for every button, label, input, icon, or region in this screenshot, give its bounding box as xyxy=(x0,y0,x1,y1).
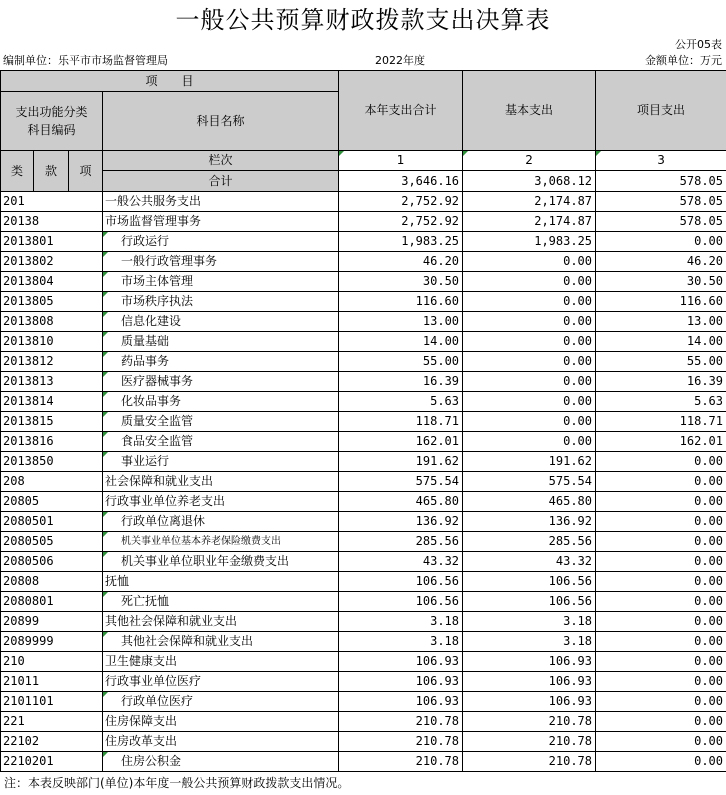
row-total: 106.56 xyxy=(339,592,463,612)
row-total: 106.93 xyxy=(339,652,463,672)
row-code: 201 xyxy=(1,192,103,212)
row-total: 30.50 xyxy=(339,272,463,292)
row-subject-name: 行政单位医疗 xyxy=(103,692,339,712)
row-code: 2013804 xyxy=(1,272,103,292)
row-project: 162.01 xyxy=(596,432,726,452)
row-project: 30.50 xyxy=(596,272,726,292)
row-project: 13.00 xyxy=(596,312,726,332)
row-code: 20899 xyxy=(1,612,103,632)
row-subject-name: 市场秩序执法 xyxy=(103,292,339,312)
header-project: 项目支出 xyxy=(596,71,726,151)
row-basic: 136.92 xyxy=(463,512,596,532)
row-project: 116.60 xyxy=(596,292,726,312)
row-project: 0.00 xyxy=(596,512,726,532)
row-project: 0.00 xyxy=(596,492,726,512)
form-number: 公开05表 xyxy=(675,38,722,51)
header-kuan: 款 xyxy=(34,151,69,192)
row-total: 118.71 xyxy=(339,412,463,432)
table-row xyxy=(1,632,726,652)
col-3-cell xyxy=(596,151,726,192)
row-total: 46.20 xyxy=(339,252,463,272)
table-row xyxy=(1,612,726,632)
row-project: 0.00 xyxy=(596,672,726,692)
row-total: 106.93 xyxy=(339,672,463,692)
row-total: 2,752.92 xyxy=(339,192,463,212)
col-1-cell xyxy=(339,151,463,192)
row-project: 0.00 xyxy=(596,472,726,492)
row-subject-name: 药品事务 xyxy=(103,352,339,372)
row-code: 2013814 xyxy=(1,392,103,412)
row-subject-name: 事业运行 xyxy=(103,452,339,472)
row-basic: 106.93 xyxy=(463,652,596,672)
row-code: 2080506 xyxy=(1,552,103,572)
row-total: 191.62 xyxy=(339,452,463,472)
table-row xyxy=(1,732,726,752)
row-subject-name: 信息化建设 xyxy=(103,312,339,332)
row-subject-name: 一般行政管理事务 xyxy=(103,252,339,272)
row-total: 1,983.25 xyxy=(339,232,463,252)
row-subject-name: 抚恤 xyxy=(103,572,339,592)
row-basic: 191.62 xyxy=(463,452,596,472)
col-2-cell xyxy=(463,151,596,192)
table-row xyxy=(1,712,726,732)
table-row xyxy=(1,312,726,332)
row-code: 221 xyxy=(1,712,103,732)
header-col-label-cell xyxy=(103,151,339,192)
row-project: 118.71 xyxy=(596,412,726,432)
row-total: 162.01 xyxy=(339,432,463,452)
report-year: 2022年度 xyxy=(375,54,425,67)
row-total: 55.00 xyxy=(339,352,463,372)
row-code: 2080505 xyxy=(1,532,103,552)
table-row xyxy=(1,452,726,472)
row-code: 210 xyxy=(1,652,103,672)
table-row xyxy=(1,192,726,212)
row-total: 13.00 xyxy=(339,312,463,332)
table-row xyxy=(1,752,726,772)
row-project: 0.00 xyxy=(596,692,726,712)
row-code: 2013805 xyxy=(1,292,103,312)
row-basic: 0.00 xyxy=(463,292,596,312)
row-subject-name: 医疗器械事务 xyxy=(103,372,339,392)
table-row xyxy=(1,592,726,612)
row-basic: 106.56 xyxy=(463,572,596,592)
row-basic: 0.00 xyxy=(463,372,596,392)
row-subject-name: 质量基础 xyxy=(103,332,339,352)
header-item: 项 目 xyxy=(1,71,339,92)
row-project: 55.00 xyxy=(596,352,726,372)
row-project: 0.00 xyxy=(596,732,726,752)
table-row xyxy=(1,572,726,592)
table-row xyxy=(1,492,726,512)
header-lei: 类 xyxy=(1,151,34,192)
table-row xyxy=(1,352,726,372)
row-basic: 3.18 xyxy=(463,612,596,632)
row-project: 46.20 xyxy=(596,252,726,272)
row-basic: 210.78 xyxy=(463,712,596,732)
row-subject-name: 行政事业单位医疗 xyxy=(103,672,339,692)
table-row xyxy=(1,412,726,432)
row-code: 2013810 xyxy=(1,332,103,352)
row-basic: 465.80 xyxy=(463,492,596,512)
row-basic: 2,174.87 xyxy=(463,192,596,212)
header-basic: 基本支出 xyxy=(463,71,596,151)
table-row xyxy=(1,432,726,452)
row-total: 14.00 xyxy=(339,332,463,352)
row-code: 2013808 xyxy=(1,312,103,332)
header-xiang: 项 xyxy=(69,151,103,192)
table-row xyxy=(1,272,726,292)
row-project: 14.00 xyxy=(596,332,726,352)
row-basic: 106.56 xyxy=(463,592,596,612)
row-project: 0.00 xyxy=(596,572,726,592)
row-code: 2101101 xyxy=(1,692,103,712)
row-basic: 0.00 xyxy=(463,252,596,272)
row-basic: 3.18 xyxy=(463,632,596,652)
row-total: 16.39 xyxy=(339,372,463,392)
row-total: 285.56 xyxy=(339,532,463,552)
row-code: 208 xyxy=(1,472,103,492)
row-total: 3.18 xyxy=(339,612,463,632)
row-project: 0.00 xyxy=(596,752,726,772)
table-row xyxy=(1,512,726,532)
row-subject-name: 机关事业单位职业年金缴费支出 xyxy=(103,552,339,572)
row-subject-name: 住房改革支出 xyxy=(103,732,339,752)
row-project: 0.00 xyxy=(596,612,726,632)
row-subject-name: 住房保障支出 xyxy=(103,712,339,732)
row-total: 575.54 xyxy=(339,472,463,492)
table-row xyxy=(1,392,726,412)
row-total: 210.78 xyxy=(339,752,463,772)
row-project: 0.00 xyxy=(596,652,726,672)
row-basic: 0.00 xyxy=(463,392,596,412)
table-row xyxy=(1,692,726,712)
row-project: 0.00 xyxy=(596,232,726,252)
row-project: 0.00 xyxy=(596,532,726,552)
row-project: 16.39 xyxy=(596,372,726,392)
row-subject-name: 一般公共服务支出 xyxy=(103,192,339,212)
row-project: 578.05 xyxy=(596,192,726,212)
row-total: 116.60 xyxy=(339,292,463,312)
row-code: 2080501 xyxy=(1,512,103,532)
row-basic: 575.54 xyxy=(463,472,596,492)
row-basic: 285.56 xyxy=(463,532,596,552)
row-code: 20138 xyxy=(1,212,103,232)
header-func-code: 支出功能分类 科目编码 xyxy=(1,92,103,151)
row-basic: 106.93 xyxy=(463,672,596,692)
header-row-item xyxy=(1,71,726,92)
row-basic: 1,983.25 xyxy=(463,232,596,252)
row-basic: 0.00 xyxy=(463,352,596,372)
row-basic: 0.00 xyxy=(463,412,596,432)
header-col-3: 3 xyxy=(596,151,726,171)
footnote: 注：本表反映部门(单位)本年度一般公共预算财政拨款支出情况。 xyxy=(4,776,350,790)
row-basic: 2,174.87 xyxy=(463,212,596,232)
row-code: 2080801 xyxy=(1,592,103,612)
total-label: 合计 xyxy=(103,171,338,191)
row-project: 0.00 xyxy=(596,552,726,572)
row-subject-name: 行政事业单位养老支出 xyxy=(103,492,339,512)
header-subject-name: 科目名称 xyxy=(103,92,339,151)
table-row xyxy=(1,332,726,352)
table-row xyxy=(1,532,726,552)
row-subject-name: 市场主体管理 xyxy=(103,272,339,292)
row-basic: 210.78 xyxy=(463,732,596,752)
row-total: 210.78 xyxy=(339,732,463,752)
row-basic: 0.00 xyxy=(463,432,596,452)
row-basic: 210.78 xyxy=(463,752,596,772)
table-row xyxy=(1,232,726,252)
row-total: 106.93 xyxy=(339,692,463,712)
row-code: 2013812 xyxy=(1,352,103,372)
row-subject-name: 行政运行 xyxy=(103,232,339,252)
row-project: 0.00 xyxy=(596,632,726,652)
row-project: 5.63 xyxy=(596,392,726,412)
row-project: 578.05 xyxy=(596,212,726,232)
row-code: 2013850 xyxy=(1,452,103,472)
row-total: 465.80 xyxy=(339,492,463,512)
row-basic: 0.00 xyxy=(463,332,596,352)
table-row xyxy=(1,652,726,672)
table-row xyxy=(1,472,726,492)
header-col-1: 1 xyxy=(339,151,462,171)
expenditure-table xyxy=(0,70,726,772)
row-code: 2089999 xyxy=(1,632,103,652)
table-row xyxy=(1,292,726,312)
row-subject-name: 食品安全监管 xyxy=(103,432,339,452)
row-basic: 43.32 xyxy=(463,552,596,572)
row-subject-name: 行政单位离退休 xyxy=(103,512,339,532)
row-total: 136.92 xyxy=(339,512,463,532)
row-total: 5.63 xyxy=(339,392,463,412)
header-total: 本年支出合计 xyxy=(339,71,463,151)
row-subject-name: 质量安全监管 xyxy=(103,412,339,432)
header-col-2: 2 xyxy=(463,151,595,171)
row-basic: 0.00 xyxy=(463,312,596,332)
row-basic: 106.93 xyxy=(463,692,596,712)
row-code: 2013815 xyxy=(1,412,103,432)
row-basic: 0.00 xyxy=(463,272,596,292)
reporting-unit: 编制单位：乐平市市场监督管理局 xyxy=(3,54,168,67)
table-row xyxy=(1,372,726,392)
row-code: 2013801 xyxy=(1,232,103,252)
total-basic: 3,068.12 xyxy=(534,174,593,188)
row-subject-name: 死亡抚恤 xyxy=(103,592,339,612)
table-row xyxy=(1,552,726,572)
row-code: 20805 xyxy=(1,492,103,512)
header-row-levels xyxy=(1,151,726,192)
row-code: 20808 xyxy=(1,572,103,592)
row-subject-name: 住房公积金 xyxy=(103,752,339,772)
row-code: 2210201 xyxy=(1,752,103,772)
total-sum: 3,646.16 xyxy=(401,174,460,188)
row-subject-name: 卫生健康支出 xyxy=(103,652,339,672)
table-row xyxy=(1,252,726,272)
row-project: 0.00 xyxy=(596,712,726,732)
row-total: 2,752.92 xyxy=(339,212,463,232)
header-col-label: 栏次 xyxy=(103,151,338,171)
table-row xyxy=(1,672,726,692)
row-code: 2013802 xyxy=(1,252,103,272)
report-title: 一般公共预算财政拨款支出决算表 xyxy=(175,6,551,34)
row-subject-name: 机关事业单位基本养老保险缴费支出 xyxy=(103,532,339,552)
row-subject-name: 其他社会保障和就业支出 xyxy=(103,612,339,632)
row-total: 43.32 xyxy=(339,552,463,572)
row-total: 210.78 xyxy=(339,712,463,732)
row-code: 22102 xyxy=(1,732,103,752)
row-subject-name: 市场监督管理事务 xyxy=(103,212,339,232)
row-project: 0.00 xyxy=(596,592,726,612)
total-project: 578.05 xyxy=(679,174,724,188)
row-code: 2013813 xyxy=(1,372,103,392)
row-total: 3.18 xyxy=(339,632,463,652)
table-row xyxy=(1,212,726,232)
money-unit: 金额单位：万元 xyxy=(645,54,722,67)
row-code: 2013816 xyxy=(1,432,103,452)
row-total: 106.56 xyxy=(339,572,463,592)
row-code: 21011 xyxy=(1,672,103,692)
row-subject-name: 其他社会保障和就业支出 xyxy=(103,632,339,652)
row-project: 0.00 xyxy=(596,452,726,472)
row-subject-name: 社会保障和就业支出 xyxy=(103,472,339,492)
row-subject-name: 化妆品事务 xyxy=(103,392,339,412)
